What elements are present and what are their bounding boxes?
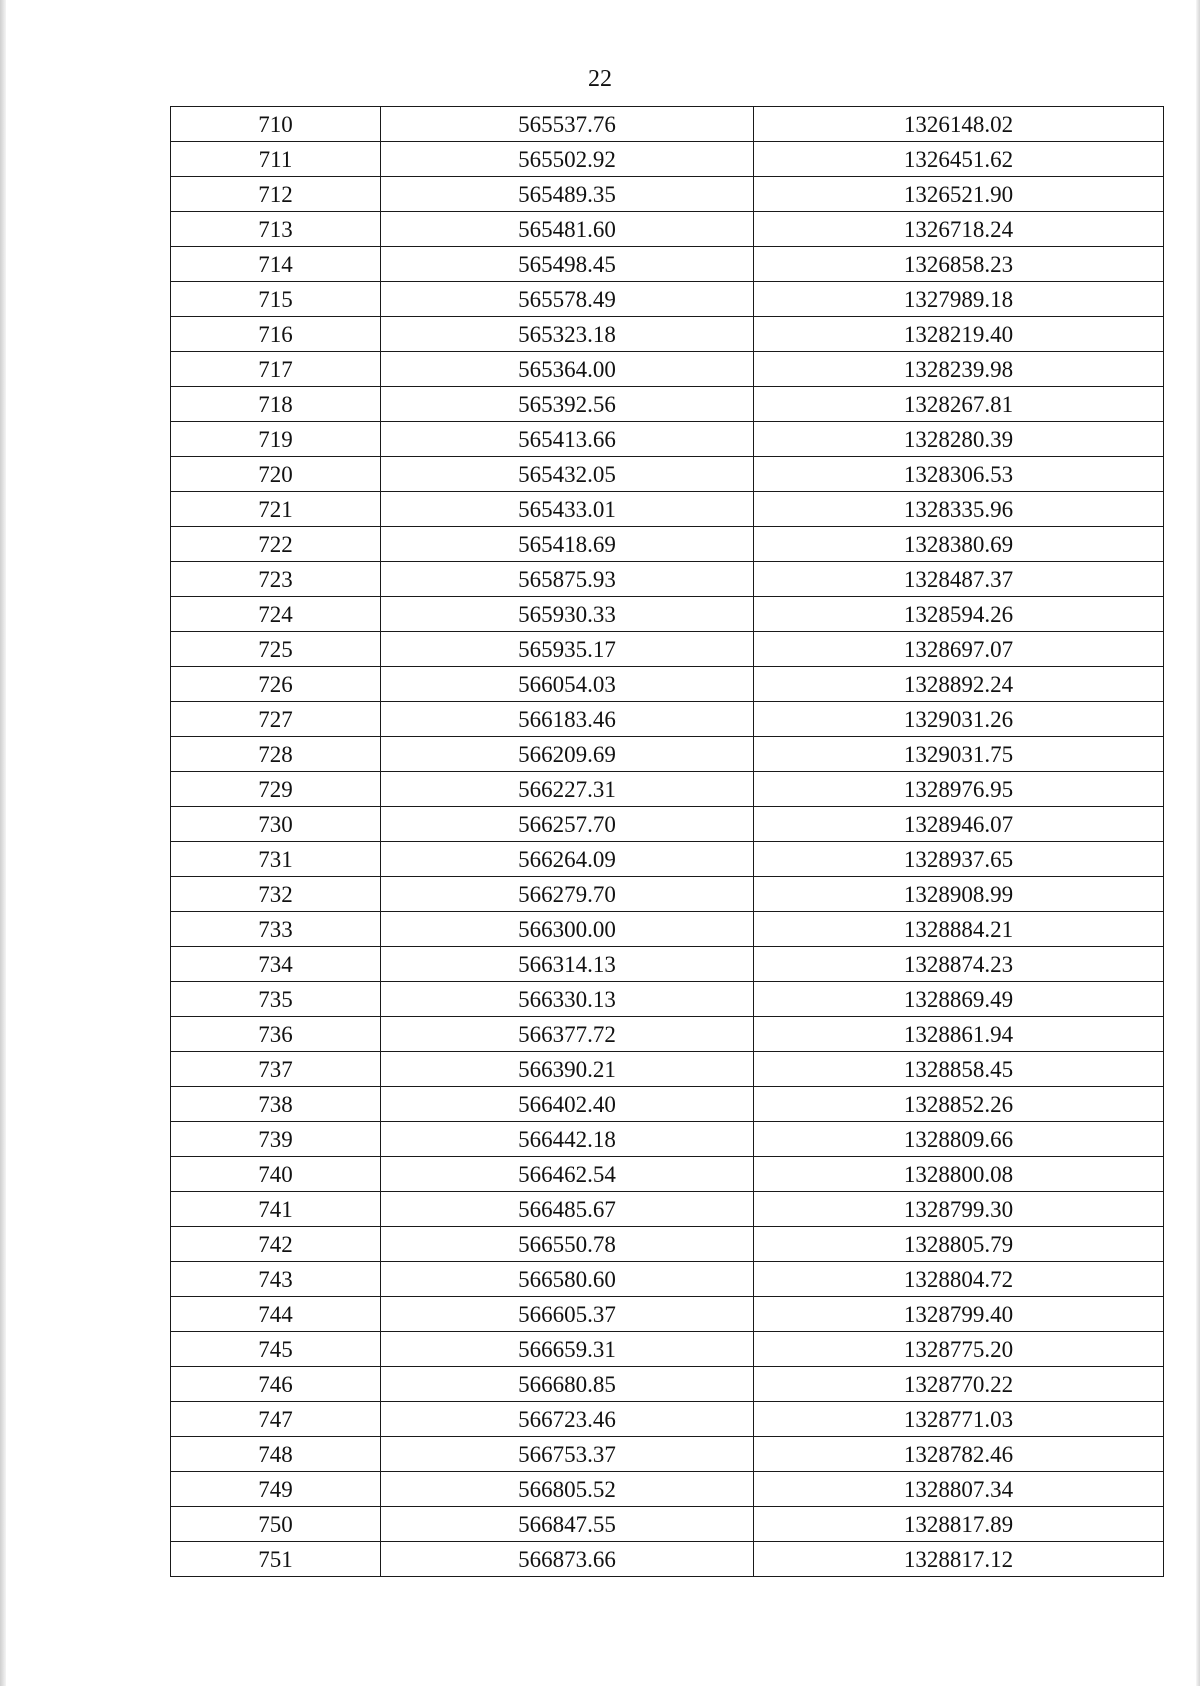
table-row — [171, 422, 1164, 457]
point-number-cell: 731 — [171, 842, 381, 877]
x-coordinate-cell: 566485.67 — [381, 1192, 754, 1227]
point-number-cell: 710 — [171, 107, 381, 142]
y-coordinate-cell: 1328771.03 — [754, 1402, 1164, 1437]
point-number-cell: 746 — [171, 1367, 381, 1402]
point-number-cell: 727 — [171, 702, 381, 737]
table-row — [171, 317, 1164, 352]
point-number-cell: 715 — [171, 282, 381, 317]
table-row — [171, 877, 1164, 912]
y-coordinate-cell: 1328487.37 — [754, 562, 1164, 597]
x-coordinate-cell: 566377.72 — [381, 1017, 754, 1052]
y-coordinate-cell: 1328805.79 — [754, 1227, 1164, 1262]
y-coordinate-cell: 1328804.72 — [754, 1262, 1164, 1297]
y-coordinate-cell: 1328335.96 — [754, 492, 1164, 527]
table-row — [171, 1437, 1164, 1472]
table-row — [171, 177, 1164, 212]
y-coordinate-cell: 1328861.94 — [754, 1017, 1164, 1052]
x-coordinate-cell: 566805.52 — [381, 1472, 754, 1507]
coordinates-table — [170, 106, 1164, 1577]
y-coordinate-cell: 1326858.23 — [754, 247, 1164, 282]
point-number-cell: 750 — [171, 1507, 381, 1542]
x-coordinate-cell: 565578.49 — [381, 282, 754, 317]
y-coordinate-cell: 1328852.26 — [754, 1087, 1164, 1122]
point-number-cell: 737 — [171, 1052, 381, 1087]
table-row — [171, 597, 1164, 632]
y-coordinate-cell: 1328908.99 — [754, 877, 1164, 912]
coordinates-table-body — [171, 107, 1164, 1577]
x-coordinate-cell: 566257.70 — [381, 807, 754, 842]
table-row — [171, 982, 1164, 1017]
y-coordinate-cell: 1328267.81 — [754, 387, 1164, 422]
x-coordinate-cell: 565481.60 — [381, 212, 754, 247]
x-coordinate-cell: 566264.09 — [381, 842, 754, 877]
table-row — [171, 632, 1164, 667]
y-coordinate-cell: 1326148.02 — [754, 107, 1164, 142]
y-coordinate-cell: 1329031.75 — [754, 737, 1164, 772]
point-number-cell: 711 — [171, 142, 381, 177]
y-coordinate-cell: 1328937.65 — [754, 842, 1164, 877]
point-number-cell: 723 — [171, 562, 381, 597]
y-coordinate-cell: 1328976.95 — [754, 772, 1164, 807]
x-coordinate-cell: 566183.46 — [381, 702, 754, 737]
x-coordinate-cell: 566680.85 — [381, 1367, 754, 1402]
point-number-cell: 742 — [171, 1227, 381, 1262]
table-row — [171, 1297, 1164, 1332]
table-row — [171, 527, 1164, 562]
x-coordinate-cell: 566209.69 — [381, 737, 754, 772]
point-number-cell: 725 — [171, 632, 381, 667]
y-coordinate-cell: 1328594.26 — [754, 597, 1164, 632]
x-coordinate-cell: 565432.05 — [381, 457, 754, 492]
point-number-cell: 714 — [171, 247, 381, 282]
y-coordinate-cell: 1328892.24 — [754, 667, 1164, 702]
y-coordinate-cell: 1328219.40 — [754, 317, 1164, 352]
x-coordinate-cell: 565935.17 — [381, 632, 754, 667]
table-row — [171, 1192, 1164, 1227]
page-number: 22 — [588, 66, 612, 92]
table-row — [171, 737, 1164, 772]
point-number-cell: 748 — [171, 1437, 381, 1472]
y-coordinate-cell: 1328380.69 — [754, 527, 1164, 562]
point-number-cell: 718 — [171, 387, 381, 422]
y-coordinate-cell: 1328306.53 — [754, 457, 1164, 492]
table-row — [171, 457, 1164, 492]
scan-left-edge — [0, 0, 6, 1686]
y-coordinate-cell: 1328817.89 — [754, 1507, 1164, 1542]
point-number-cell: 747 — [171, 1402, 381, 1437]
point-number-cell: 733 — [171, 912, 381, 947]
y-coordinate-cell: 1328239.98 — [754, 352, 1164, 387]
x-coordinate-cell: 565418.69 — [381, 527, 754, 562]
point-number-cell: 734 — [171, 947, 381, 982]
table-row — [171, 1507, 1164, 1542]
point-number-cell: 712 — [171, 177, 381, 212]
table-row — [171, 947, 1164, 982]
x-coordinate-cell: 566054.03 — [381, 667, 754, 702]
point-number-cell: 717 — [171, 352, 381, 387]
table-row — [171, 562, 1164, 597]
x-coordinate-cell: 565537.76 — [381, 107, 754, 142]
point-number-cell: 738 — [171, 1087, 381, 1122]
point-number-cell: 740 — [171, 1157, 381, 1192]
table-row — [171, 842, 1164, 877]
table-row — [171, 1157, 1164, 1192]
table-row — [171, 352, 1164, 387]
table-row — [171, 1227, 1164, 1262]
scan-right-edge — [1196, 0, 1200, 1686]
point-number-cell: 728 — [171, 737, 381, 772]
x-coordinate-cell: 565489.35 — [381, 177, 754, 212]
y-coordinate-cell: 1326718.24 — [754, 212, 1164, 247]
y-coordinate-cell: 1328869.49 — [754, 982, 1164, 1017]
x-coordinate-cell: 566659.31 — [381, 1332, 754, 1367]
table-row — [171, 1542, 1164, 1577]
x-coordinate-cell: 566390.21 — [381, 1052, 754, 1087]
x-coordinate-cell: 566873.66 — [381, 1542, 754, 1577]
point-number-cell: 735 — [171, 982, 381, 1017]
point-number-cell: 736 — [171, 1017, 381, 1052]
x-coordinate-cell: 565433.01 — [381, 492, 754, 527]
x-coordinate-cell: 565498.45 — [381, 247, 754, 282]
point-number-cell: 744 — [171, 1297, 381, 1332]
point-number-cell: 743 — [171, 1262, 381, 1297]
x-coordinate-cell: 566314.13 — [381, 947, 754, 982]
y-coordinate-cell: 1328770.22 — [754, 1367, 1164, 1402]
table-row — [171, 1402, 1164, 1437]
table-row — [171, 1122, 1164, 1157]
x-coordinate-cell: 566847.55 — [381, 1507, 754, 1542]
point-number-cell: 745 — [171, 1332, 381, 1367]
table-row — [171, 772, 1164, 807]
x-coordinate-cell: 566442.18 — [381, 1122, 754, 1157]
y-coordinate-cell: 1326521.90 — [754, 177, 1164, 212]
x-coordinate-cell: 565323.18 — [381, 317, 754, 352]
x-coordinate-cell: 566580.60 — [381, 1262, 754, 1297]
y-coordinate-cell: 1328775.20 — [754, 1332, 1164, 1367]
point-number-cell: 749 — [171, 1472, 381, 1507]
point-number-cell: 724 — [171, 597, 381, 632]
x-coordinate-cell: 566550.78 — [381, 1227, 754, 1262]
point-number-cell: 741 — [171, 1192, 381, 1227]
table-row — [171, 1052, 1164, 1087]
y-coordinate-cell: 1329031.26 — [754, 702, 1164, 737]
table-row — [171, 1472, 1164, 1507]
point-number-cell: 722 — [171, 527, 381, 562]
table-row — [171, 1262, 1164, 1297]
point-number-cell: 751 — [171, 1542, 381, 1577]
x-coordinate-cell: 565502.92 — [381, 142, 754, 177]
point-number-cell: 719 — [171, 422, 381, 457]
table-row — [171, 107, 1164, 142]
point-number-cell: 721 — [171, 492, 381, 527]
y-coordinate-cell: 1328799.30 — [754, 1192, 1164, 1227]
table-row — [171, 807, 1164, 842]
point-number-cell: 726 — [171, 667, 381, 702]
x-coordinate-cell: 566753.37 — [381, 1437, 754, 1472]
x-coordinate-cell: 566330.13 — [381, 982, 754, 1017]
y-coordinate-cell: 1328807.34 — [754, 1472, 1164, 1507]
point-number-cell: 713 — [171, 212, 381, 247]
x-coordinate-cell: 565364.00 — [381, 352, 754, 387]
table-row — [171, 212, 1164, 247]
y-coordinate-cell: 1328809.66 — [754, 1122, 1164, 1157]
y-coordinate-cell: 1328280.39 — [754, 422, 1164, 457]
y-coordinate-cell: 1328697.07 — [754, 632, 1164, 667]
y-coordinate-cell: 1328782.46 — [754, 1437, 1164, 1472]
point-number-cell: 720 — [171, 457, 381, 492]
x-coordinate-cell: 566300.00 — [381, 912, 754, 947]
table-row — [171, 667, 1164, 702]
y-coordinate-cell: 1327989.18 — [754, 282, 1164, 317]
x-coordinate-cell: 566279.70 — [381, 877, 754, 912]
x-coordinate-cell: 565875.93 — [381, 562, 754, 597]
table-row — [171, 247, 1164, 282]
x-coordinate-cell: 565930.33 — [381, 597, 754, 632]
point-number-cell: 716 — [171, 317, 381, 352]
table-row — [171, 1367, 1164, 1402]
table-row — [171, 1017, 1164, 1052]
table-row — [171, 1332, 1164, 1367]
y-coordinate-cell: 1328874.23 — [754, 947, 1164, 982]
y-coordinate-cell: 1328858.45 — [754, 1052, 1164, 1087]
y-coordinate-cell: 1328817.12 — [754, 1542, 1164, 1577]
x-coordinate-cell: 565413.66 — [381, 422, 754, 457]
point-number-cell: 729 — [171, 772, 381, 807]
y-coordinate-cell: 1328799.40 — [754, 1297, 1164, 1332]
y-coordinate-cell: 1328800.08 — [754, 1157, 1164, 1192]
y-coordinate-cell: 1328946.07 — [754, 807, 1164, 842]
point-number-cell: 732 — [171, 877, 381, 912]
point-number-cell: 730 — [171, 807, 381, 842]
y-coordinate-cell: 1328884.21 — [754, 912, 1164, 947]
y-coordinate-cell: 1326451.62 — [754, 142, 1164, 177]
table-row — [171, 492, 1164, 527]
table-row — [171, 1087, 1164, 1122]
x-coordinate-cell: 566227.31 — [381, 772, 754, 807]
x-coordinate-cell: 566723.46 — [381, 1402, 754, 1437]
table-row — [171, 702, 1164, 737]
x-coordinate-cell: 565392.56 — [381, 387, 754, 422]
table-row — [171, 142, 1164, 177]
x-coordinate-cell: 566605.37 — [381, 1297, 754, 1332]
table-row — [171, 387, 1164, 422]
x-coordinate-cell: 566462.54 — [381, 1157, 754, 1192]
point-number-cell: 739 — [171, 1122, 381, 1157]
x-coordinate-cell: 566402.40 — [381, 1087, 754, 1122]
table-row — [171, 282, 1164, 317]
table-row — [171, 912, 1164, 947]
